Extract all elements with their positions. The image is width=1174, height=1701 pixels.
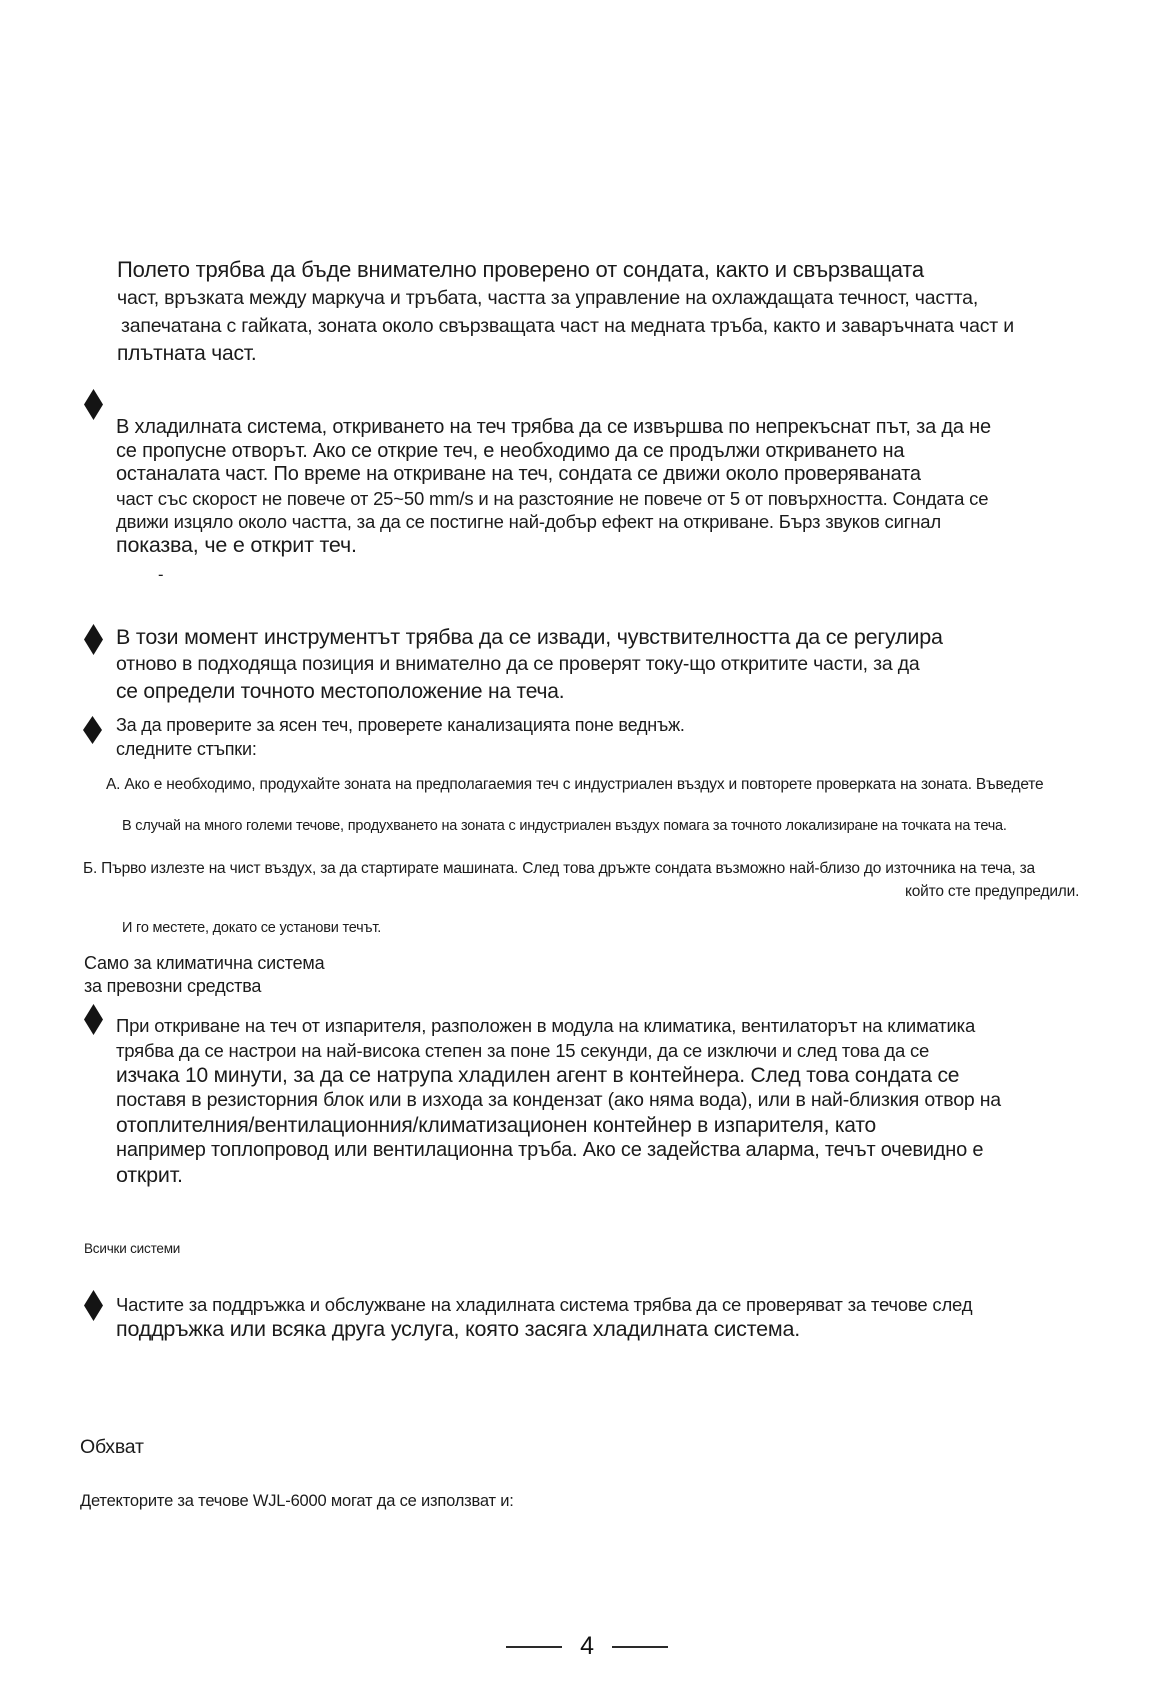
paragraph-line: се пропусне отворът. Ако се открие теч, е необходимо да се продължи откриването на xyxy=(116,439,905,462)
paragraph-line: движи изцяло около частта, за да се постигне най-добър ефект на откриване. Бърз звуков сигнал xyxy=(116,511,941,533)
page-number: 4 xyxy=(580,1632,594,1660)
scope-intro-text: Детекторите за течове WJL-6000 могат да се използват и: xyxy=(80,1492,514,1510)
bullet-paragraph-3 xyxy=(116,713,685,761)
page-footer xyxy=(0,1632,1174,1661)
paragraph-line: част със скорост не повече от 25~50 mm/s и на разстояние не повече от 5 от повърхността. Сондата се xyxy=(116,487,989,509)
paragraph-line: поддръжка или всяка друга услуга, която засяга хладилната система. xyxy=(116,1317,800,1341)
stray-dash-mark: - xyxy=(158,566,164,584)
diamond-bullet-icon xyxy=(84,624,103,655)
diamond-bullet-icon xyxy=(83,716,102,744)
paragraph-line: например топлопровод или вентилационна тръба. Ако се задейства аларма, течът очевидно е xyxy=(116,1139,984,1161)
bullet-paragraph-1 xyxy=(116,416,991,558)
bullet-paragraph-4 xyxy=(116,1013,1001,1188)
paragraph-line: Полето трябва да бъде внимателно проверено от сондата, както и свързващата xyxy=(117,257,924,282)
paragraph-line: отоплителния/вентилационния/климатизационен контейнер в изпарителя, като xyxy=(116,1114,876,1137)
paragraph-line: се определи точното местоположение на теча. xyxy=(116,680,565,703)
paragraph-line: открит. xyxy=(116,1163,183,1187)
heading-line: за превозни средства xyxy=(84,976,262,996)
step-b-note: И го местете, докато се установи течът. xyxy=(122,920,382,936)
paragraph-line: трябва да се настрои на най-висока степен за поне 15 секунди, да се изключи и след това да се xyxy=(116,1040,930,1061)
paragraph-line: Частите за поддръжка и обслужване на хладилната система трябва да се проверяват за течове след xyxy=(116,1294,973,1315)
section-heading-all-systems: Всички системи xyxy=(84,1241,181,1256)
footer-rule-right xyxy=(612,1646,668,1648)
paragraph-line: показва, че е открит теч. xyxy=(116,532,357,557)
step-a-text: А. Ако е необходимо, продухайте зоната на предполагаемия теч с индустриален въздух и повторете проверката на зоната. Въведете xyxy=(106,776,1044,793)
heading-line: Само за климатична система xyxy=(84,953,325,973)
paragraph-line: изчака 10 минути, за да се натрупа хладилен агент в контейнера. След това сондата се xyxy=(116,1064,960,1087)
paragraph-line: поставя в резисторния блок или в изхода за кондензат (ако няма вода), или в най-близкия отвор на xyxy=(116,1089,1001,1111)
step-b-text: Б. Първо излезте на чист въздух, за да стартирате машината. След това дръжте сондата възможно най-близо до източника на теча, за xyxy=(83,860,1035,877)
paragraph-line: запечатана с гайката, зоната около свързващата част на медната тръба, както и заваръчната част и xyxy=(121,315,1014,337)
paragraph-line: При откриване на теч от изпарителя, разположен в модула на климатика, вентилаторът на климатика xyxy=(116,1015,976,1036)
paragraph-line: отново в подходяща позиция и внимателно да се проверят току-що откритите части, за да xyxy=(116,653,920,675)
paragraph-line: плътната част. xyxy=(117,342,257,365)
paragraph-line: следните стъпки: xyxy=(116,739,257,759)
bullet-paragraph-5 xyxy=(116,1292,972,1342)
paragraph-line: За да проверите за ясен теч, проверете канализацията поне веднъж. xyxy=(116,715,685,735)
diamond-bullet-icon xyxy=(84,1004,103,1035)
section-heading-scope: Обхват xyxy=(80,1436,144,1458)
diamond-bullet-icon xyxy=(84,389,103,420)
section-heading-vehicle-ac xyxy=(84,952,324,998)
paragraph-line: част, връзката между маркуча и тръбата, частта за управление на охлаждащата течност, частта, xyxy=(117,287,979,309)
paragraph-line: останалата част. По време на откриване на теч, сондата се движи около проверяваната xyxy=(116,463,921,486)
step-b-text-continuation: който сте предупредили. xyxy=(905,883,1080,900)
diamond-bullet-icon xyxy=(84,1290,103,1321)
paragraph-line: В този момент инструментът трябва да се извади, чувствителността да се регулира xyxy=(116,625,943,649)
bullet-paragraph-2 xyxy=(116,624,943,705)
footer-rule-left xyxy=(506,1646,562,1648)
intro-paragraph xyxy=(117,256,1014,368)
paragraph-line: В хладилната система, откриването на теч трябва да се извършва по непрекъснат път, за да не xyxy=(116,416,991,438)
step-a-note: В случай на много големи течове, продухването на зоната с индустриален въздух помага за точното локализиране на точката на теча. xyxy=(122,818,1007,834)
